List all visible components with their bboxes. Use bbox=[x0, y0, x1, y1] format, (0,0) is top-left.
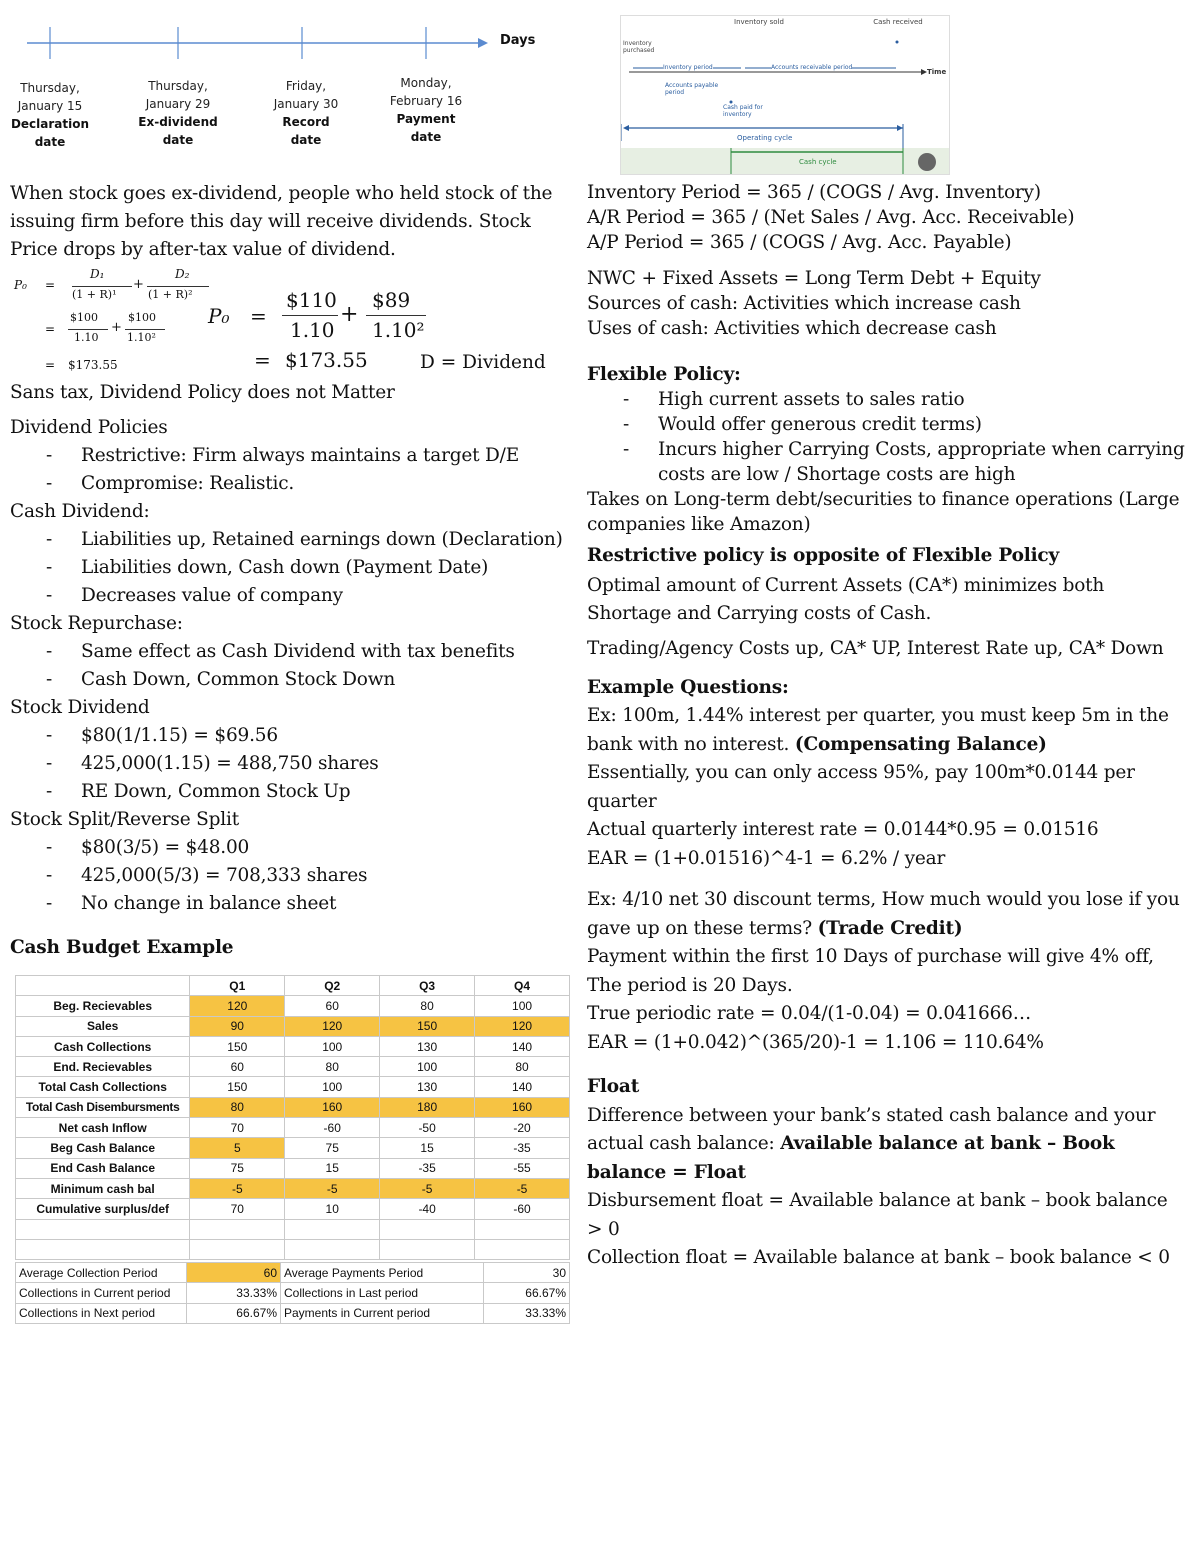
float-section bbox=[587, 1073, 1187, 1273]
table-row: Collections in Next period 66.67% Payments in Current period 33.33% bbox=[16, 1303, 570, 1323]
formula-big-bar-2 bbox=[366, 315, 426, 316]
timeline-date-record: Friday, January 30 Record date bbox=[273, 79, 339, 147]
diagram-operating-cycle: Operating cycle bbox=[737, 134, 793, 142]
diagram-ap-period: Accounts payable period bbox=[665, 82, 719, 96]
disbursement-float: Disbursement float = Available balance at bank – book balance > 0 bbox=[587, 1190, 1168, 1240]
table-row: Minimum cash bal -5 -5 -5 -5 bbox=[16, 1178, 570, 1198]
cash-budget-title: Cash Budget Example bbox=[10, 937, 234, 958]
example-1 bbox=[587, 702, 1187, 873]
formula-note: D = Dividend bbox=[420, 352, 546, 373]
table-spacer-row bbox=[16, 1239, 570, 1259]
example-2-line: True periodic rate = 0.04/(1-0.04) = 0.041666… bbox=[587, 1003, 1032, 1024]
collection-float: Collection float = Available balance at bank – book balance < 0 bbox=[587, 1247, 1170, 1268]
formula-big-n2: $89 bbox=[372, 288, 411, 312]
left-column-notes bbox=[10, 379, 570, 962]
sources-of-cash: Sources of cash: Activities which increase cash bbox=[587, 293, 1021, 314]
formula-p0-big: P₀ bbox=[208, 304, 230, 328]
trading-costs-note: Trading/Agency Costs up, CA* UP, Interest Rate up, CA* Down bbox=[587, 638, 1164, 659]
table-row: Collections in Current period 33.33% Collections in Last period 66.67% bbox=[16, 1283, 570, 1303]
table-row: End Cash Balance 75 15 -35 -55 bbox=[16, 1158, 570, 1178]
table-header-blank bbox=[16, 976, 190, 996]
ap-period-formula: A/P Period = 365 / (COGS / Avg. Acc. Payable) bbox=[587, 232, 1012, 253]
formula-eq-big-1: = bbox=[250, 304, 267, 328]
example-questions-heading: Example Questions: bbox=[587, 677, 789, 698]
table-header-q2: Q2 bbox=[285, 976, 380, 996]
formula-bar-3 bbox=[68, 329, 108, 330]
formula-n1: $100 bbox=[70, 311, 98, 324]
stock-dividend-heading: Stock Dividend bbox=[10, 697, 150, 718]
diagram-inventory-sold: Inventory sold bbox=[734, 18, 784, 26]
table-header-q1: Q1 bbox=[190, 976, 285, 996]
list-item: - Would offer generous credit terms) bbox=[587, 412, 1187, 437]
table-header-q4: Q4 bbox=[475, 976, 570, 996]
table-row: Total Cash Disembursments 80 160 180 160 bbox=[16, 1097, 570, 1117]
formula-eq-1: = bbox=[45, 278, 56, 292]
diagram-inventory-purchased: Inventory purchased bbox=[623, 40, 655, 54]
list-item: - $80(3/5) = $48.00 bbox=[10, 834, 570, 862]
example-1-line: Actual quarterly interest rate = 0.0144*0.95 = 0.01516 bbox=[587, 819, 1099, 840]
example-2 bbox=[587, 886, 1187, 1057]
table-row: Total Cash Collections 150 100 130 140 bbox=[16, 1077, 570, 1097]
nwc-equation: NWC + Fixed Assets = Long Term Debt + Equity bbox=[587, 268, 1041, 289]
example-2-line: EAR = (1+0.042)^(365/20)-1 = 1.106 = 110.64% bbox=[587, 1031, 1044, 1053]
dividend-timeline bbox=[0, 15, 560, 150]
table-row: Average Collection Period 60 Average Payments Period 30 bbox=[16, 1263, 570, 1283]
formula-eq-3: = bbox=[45, 358, 56, 372]
timeline-date-declaration: Thursday, January 15 Declaration date bbox=[10, 81, 90, 149]
formula-eq-big-2: = bbox=[254, 348, 271, 372]
formula-plus-2: + bbox=[111, 320, 122, 335]
diagram-cash-cycle: Cash cycle bbox=[799, 158, 837, 166]
table-row: Beg Cash Balance 5 75 15 -35 bbox=[16, 1138, 570, 1158]
diagram-time-label: Time bbox=[927, 68, 947, 76]
example-2-label: (Trade Credit) bbox=[817, 917, 963, 939]
formula-dd1: 1.10 bbox=[74, 331, 99, 344]
cash-budget-table bbox=[15, 975, 570, 1260]
timeline-date-ex-dividend: Thursday, January 29 Ex-dividend date bbox=[138, 79, 218, 147]
table-header-row bbox=[16, 976, 570, 996]
ex-dividend-intro: When stock goes ex-dividend, people who held stock of the issuing firm before this day will receive dividends. Stock Price drops by after-tax value of dividend. bbox=[10, 183, 553, 260]
formula-bar-1 bbox=[72, 286, 132, 287]
table-row: Beg. Recievables 120 60 80 100 bbox=[16, 996, 570, 1016]
table-row: Cumulative surplus/def 70 10 -40 -60 bbox=[16, 1199, 570, 1219]
formula-d1: D₁ bbox=[90, 267, 105, 281]
formula-big-plus: + bbox=[340, 302, 359, 327]
list-item: - $80(1/1.15) = $69.56 bbox=[10, 722, 570, 750]
list-item: - Incurs higher Carrying Costs, appropriate when carrying costs are low / Shortage costs are high bbox=[587, 437, 1187, 487]
flexible-policy-note: Takes on Long-term debt/securities to finance operations (Large companies like Amazon) bbox=[587, 489, 1180, 535]
flexible-policy-heading: Flexible Policy: bbox=[587, 364, 741, 385]
list-item: - Cash Down, Common Stock Down bbox=[10, 666, 570, 694]
cash-cycle-diagram bbox=[620, 15, 950, 175]
formula-d2: D₂ bbox=[175, 267, 190, 281]
table-row: Cash Collections 150 100 130 140 bbox=[16, 1036, 570, 1056]
diagram-ar-period: Accounts receivable period bbox=[771, 64, 853, 71]
formula-bar-2 bbox=[147, 286, 209, 287]
restrictive-policy-note: Restrictive policy is opposite of Flexible Policy bbox=[587, 545, 1060, 566]
list-item: - 425,000(5/3) = 708,333 shares bbox=[10, 862, 570, 890]
diagram-cash-paid: Cash paid for inventory bbox=[723, 104, 763, 118]
formula-small-result: $173.55 bbox=[68, 358, 118, 372]
list-item: - Same effect as Cash Dividend with tax benefits bbox=[10, 638, 570, 666]
formula-big-bar-1 bbox=[282, 315, 338, 316]
stock-split-heading: Stock Split/Reverse Split bbox=[10, 809, 239, 830]
right-column bbox=[587, 180, 1187, 1273]
formula-plus-1: + bbox=[133, 277, 144, 292]
example-1-line: Essentially, you can only access 95%, pay 100m*0.0144 per quarter bbox=[587, 762, 1135, 812]
cash-dividend-heading: Cash Dividend: bbox=[10, 501, 150, 522]
timeline-date-payment: Monday, February 16 Payment date bbox=[389, 76, 463, 144]
table-row: Net cash Inflow 70 -60 -50 -20 bbox=[16, 1118, 570, 1138]
stock-repurchase-heading: Stock Repurchase: bbox=[10, 613, 183, 634]
formula-big-n1: $110 bbox=[286, 288, 337, 312]
list-item: - Compromise: Realistic. bbox=[10, 470, 570, 498]
list-item: - 425,000(1.15) = 488,750 shares bbox=[10, 750, 570, 778]
uses-of-cash: Uses of cash: Activities which decrease cash bbox=[587, 318, 997, 339]
collection-periods-table bbox=[15, 1262, 570, 1324]
table-header-q3: Q3 bbox=[380, 976, 475, 996]
left-column bbox=[10, 180, 570, 264]
example-2-line: Payment within the first 10 Days of purchase will give 4% off, The period is 20 Days. bbox=[587, 946, 1154, 996]
list-item: - High current assets to sales ratio bbox=[587, 387, 1187, 412]
float-formula: Available balance at bank – Book balance = Float bbox=[587, 1133, 1115, 1183]
float-definition: Difference between your bank’s stated cash balance and your actual cash balance: bbox=[587, 1104, 1156, 1154]
formula-den1: (1 + R)¹ bbox=[72, 288, 117, 301]
formula-den2: (1 + R)² bbox=[148, 288, 193, 301]
dividend-formula bbox=[10, 266, 570, 378]
formula-big-d1: 1.10 bbox=[290, 318, 335, 342]
float-heading: Float bbox=[587, 1076, 640, 1097]
diagram-cash-received: Cash received bbox=[873, 18, 923, 26]
formula-big-result: $173.55 bbox=[285, 348, 368, 372]
example-2-text: Ex: 4/10 net 30 discount terms, How much would you lose if you gave up on these terms? bbox=[587, 889, 1180, 939]
timeline-axis-label: Days bbox=[500, 33, 536, 48]
formula-big-d2: 1.10² bbox=[372, 318, 425, 342]
formula-p0-small: P₀ bbox=[14, 278, 27, 292]
optimal-ca-note: Optimal amount of Current Assets (CA*) minimizes both Shortage and Carrying costs of Cash. bbox=[587, 575, 1105, 624]
list-item: - Liabilities down, Cash down (Payment Date) bbox=[10, 554, 570, 582]
sans-tax-note: Sans tax, Dividend Policy does not Matter bbox=[10, 382, 395, 403]
list-item: - RE Down, Common Stock Up bbox=[10, 778, 570, 806]
table-row: End. Recievables 60 80 100 80 bbox=[16, 1057, 570, 1077]
example-1-text: Ex: 100m, 1.44% interest per quarter, you must keep 5m in the bank with no interest. bbox=[587, 705, 1169, 755]
list-item: - Restrictive: Firm always maintains a target D/E bbox=[10, 442, 570, 470]
ar-period-formula: A/R Period = 365 / (Net Sales / Avg. Acc. Receivable) bbox=[587, 207, 1075, 228]
list-item: - Liabilities up, Retained earnings down (Declaration) bbox=[10, 526, 570, 554]
table-row: Sales 90 120 150 120 bbox=[16, 1016, 570, 1036]
example-1-label: (Compensating Balance) bbox=[794, 733, 1047, 755]
formula-bar-4 bbox=[125, 329, 165, 330]
timeline-axis bbox=[0, 15, 560, 75]
diagram-inventory-period: Inventory period bbox=[663, 64, 713, 71]
dividend-policies-heading: Dividend Policies bbox=[10, 417, 168, 438]
formula-n2: $100 bbox=[128, 311, 156, 324]
formula-dd2: 1.10² bbox=[127, 331, 156, 344]
list-item: - Decreases value of company bbox=[10, 582, 570, 610]
list-item: - No change in balance sheet bbox=[10, 890, 570, 918]
table-spacer-row bbox=[16, 1219, 570, 1239]
example-1-line: EAR = (1+0.01516)^4-1 = 6.2% / year bbox=[587, 847, 946, 869]
inventory-period-formula: Inventory Period = 365 / (COGS / Avg. Inventory) bbox=[587, 182, 1041, 203]
formula-eq-2: = bbox=[45, 322, 56, 336]
